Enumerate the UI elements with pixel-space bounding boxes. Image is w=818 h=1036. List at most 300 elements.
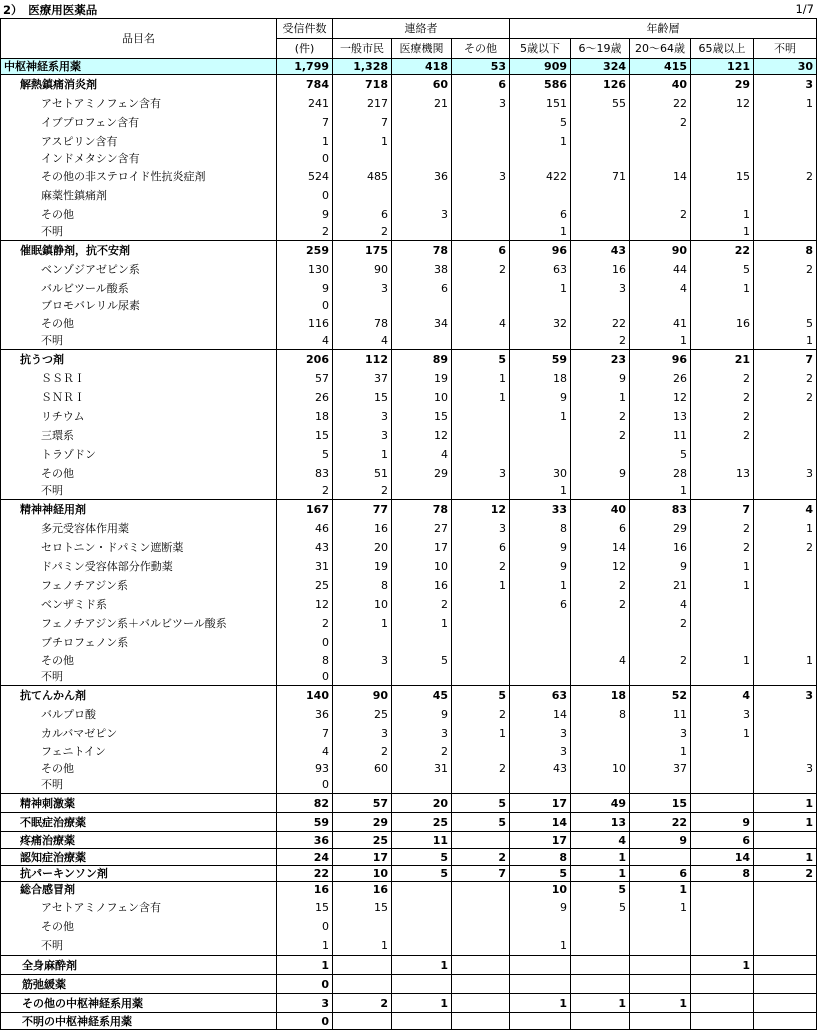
table-row-item (1, 224, 817, 241)
row-value: 0 (277, 917, 333, 936)
row-value: 16 (333, 882, 392, 898)
row-value: 2 (452, 760, 510, 777)
row-value: 9 (571, 464, 630, 483)
row-value: 22 (630, 94, 691, 113)
row-name: 多元受容体作用薬 (1, 519, 277, 538)
row-value: 89 (392, 350, 452, 369)
row-value: 21 (630, 576, 691, 595)
table-row-item (1, 595, 817, 614)
row-value: 5 (452, 686, 510, 705)
row-value (510, 298, 571, 314)
row-value (571, 224, 630, 241)
row-value: 0 (277, 633, 333, 652)
table-row-item (1, 279, 817, 298)
row-value: 63 (510, 260, 571, 279)
row-value: 1 (691, 224, 754, 241)
row-value: 14 (691, 849, 754, 866)
row-value: 15 (333, 388, 392, 407)
row-value (452, 151, 510, 167)
row-value: 4 (754, 500, 817, 519)
row-value (392, 975, 452, 994)
row-value (691, 132, 754, 151)
row-value: 21 (392, 94, 452, 113)
table-row-category (1, 866, 817, 882)
row-value (452, 614, 510, 633)
row-name: 疼痛治療薬 (1, 832, 277, 849)
row-value (510, 975, 571, 994)
row-value (392, 777, 452, 794)
row-value (333, 917, 392, 936)
row-value (510, 652, 571, 669)
row-value: 15 (277, 426, 333, 445)
row-value: 22 (277, 866, 333, 882)
row-value (452, 279, 510, 298)
row-value: 9 (277, 279, 333, 298)
row-value (452, 407, 510, 426)
row-value: 415 (630, 59, 691, 75)
row-value: 7 (333, 113, 392, 132)
row-value (691, 333, 754, 350)
table-row-category (1, 500, 817, 519)
row-value: 1 (392, 614, 452, 633)
row-value: 1 (510, 483, 571, 500)
row-value (630, 224, 691, 241)
row-value: 10 (571, 760, 630, 777)
row-value: 3 (392, 724, 452, 743)
row-value: 1 (571, 994, 630, 1013)
row-value (452, 483, 510, 500)
row-value: 121 (691, 59, 754, 75)
row-value: 15 (392, 407, 452, 426)
row-value: 7 (691, 500, 754, 519)
row-value: 83 (277, 464, 333, 483)
row-value (691, 1013, 754, 1030)
row-value: 96 (510, 241, 571, 260)
row-value: 3 (754, 464, 817, 483)
row-name: セロトニン・ドパミン遮断薬 (1, 538, 277, 557)
row-value: 6 (452, 75, 510, 94)
row-value (333, 1013, 392, 1030)
row-value (333, 186, 392, 205)
row-value: 2 (691, 538, 754, 557)
row-value (691, 917, 754, 936)
row-value: 41 (630, 314, 691, 333)
row-value: 6 (510, 595, 571, 614)
row-value: 4 (277, 743, 333, 760)
row-name: 中枢神経系用薬 (1, 59, 277, 75)
row-value: 18 (510, 369, 571, 388)
table-row-item (1, 113, 817, 132)
row-value: 43 (510, 760, 571, 777)
row-value: 16 (571, 260, 630, 279)
row-value (452, 333, 510, 350)
row-value (754, 483, 817, 500)
row-value: 60 (333, 760, 392, 777)
row-value: 13 (571, 813, 630, 832)
row-value: 43 (571, 241, 630, 260)
row-name: その他の非ステロイド性抗炎症剤 (1, 167, 277, 186)
table-row-category (1, 849, 817, 866)
row-value: 20 (392, 794, 452, 813)
row-value (571, 1013, 630, 1030)
row-value: 2 (277, 224, 333, 241)
row-value: 1 (510, 407, 571, 426)
row-value (452, 956, 510, 975)
col-received: 受信件数 (277, 19, 333, 39)
row-value: 4 (630, 595, 691, 614)
row-value (571, 724, 630, 743)
table-header (1, 19, 817, 59)
row-value: 6 (452, 538, 510, 557)
row-value (571, 483, 630, 500)
row-value: 13 (630, 407, 691, 426)
row-value: 9 (277, 205, 333, 224)
row-value (754, 1013, 817, 1030)
row-value: 25 (277, 576, 333, 595)
row-name: ブロモバレリル尿素 (1, 298, 277, 314)
row-name: インドメタシン含有 (1, 151, 277, 167)
row-value: 1 (571, 849, 630, 866)
row-value: 25 (333, 705, 392, 724)
row-value: 1 (452, 724, 510, 743)
row-value (452, 205, 510, 224)
row-value: 6 (452, 241, 510, 260)
row-value: 1 (452, 576, 510, 595)
row-value: 909 (510, 59, 571, 75)
row-value: 524 (277, 167, 333, 186)
row-value (571, 917, 630, 936)
row-value: 4 (277, 333, 333, 350)
row-name: 認知症治療薬 (1, 849, 277, 866)
row-value: 3 (691, 705, 754, 724)
row-value: 2 (571, 426, 630, 445)
row-value (452, 652, 510, 669)
row-value (452, 777, 510, 794)
row-value (333, 298, 392, 314)
row-value (754, 151, 817, 167)
row-value (510, 445, 571, 464)
table-body (1, 59, 817, 1030)
row-value (452, 224, 510, 241)
row-value: 151 (510, 94, 571, 113)
row-value (333, 956, 392, 975)
row-value: 71 (571, 167, 630, 186)
row-value: 1 (691, 576, 754, 595)
row-name: 三環系 (1, 426, 277, 445)
row-value: 8 (277, 652, 333, 669)
table-row-item (1, 777, 817, 794)
row-value: 5 (571, 898, 630, 917)
row-value: 26 (630, 369, 691, 388)
row-value: 40 (571, 500, 630, 519)
col-age-20-64: 20～64歳 (630, 39, 691, 59)
row-value: 1 (630, 333, 691, 350)
row-value: 37 (630, 760, 691, 777)
row-value (754, 426, 817, 445)
row-value: 2 (754, 369, 817, 388)
row-value (630, 975, 691, 994)
row-value: 28 (630, 464, 691, 483)
row-name: 抗パーキンソン剤 (1, 866, 277, 882)
row-name: ドパミン受容体部分作動薬 (1, 557, 277, 576)
row-value: 33 (510, 500, 571, 519)
table-row-item (1, 705, 817, 724)
row-name: 不明 (1, 777, 277, 794)
row-value: 2 (452, 849, 510, 866)
row-value: 36 (277, 705, 333, 724)
row-value: 5 (392, 849, 452, 866)
row-value: 16 (333, 519, 392, 538)
table-row-item (1, 652, 817, 669)
row-value (452, 936, 510, 956)
row-value (691, 794, 754, 813)
row-name: フェニトイン (1, 743, 277, 760)
row-name: 抗うつ剤 (1, 350, 277, 369)
row-value (630, 956, 691, 975)
row-value (630, 132, 691, 151)
row-value: 1 (691, 956, 754, 975)
row-value: 4 (392, 445, 452, 464)
row-value: 32 (510, 314, 571, 333)
row-value: 1 (333, 614, 392, 633)
row-value: 6 (392, 279, 452, 298)
col-group-contact: 連絡者 (333, 19, 510, 39)
row-value (691, 483, 754, 500)
row-value: 1 (277, 132, 333, 151)
row-value (691, 777, 754, 794)
row-value: 29 (691, 75, 754, 94)
table-row-item (1, 917, 817, 936)
row-value: 8 (571, 705, 630, 724)
row-value: 1 (571, 388, 630, 407)
row-value: 3 (392, 205, 452, 224)
row-value (754, 224, 817, 241)
row-value: 31 (392, 760, 452, 777)
table-row-item (1, 614, 817, 633)
row-value: 5 (277, 445, 333, 464)
row-value: 1 (452, 369, 510, 388)
row-value: 206 (277, 350, 333, 369)
row-value (571, 956, 630, 975)
row-value (452, 595, 510, 614)
row-name: 不眠症治療薬 (1, 813, 277, 832)
row-value: 23 (571, 350, 630, 369)
row-value (754, 975, 817, 994)
row-value: 24 (277, 849, 333, 866)
row-value: 59 (277, 813, 333, 832)
row-value: 0 (277, 975, 333, 994)
row-value (691, 445, 754, 464)
row-name: 解熱鎮痛消炎剤 (1, 75, 277, 94)
row-value (571, 975, 630, 994)
row-value: 15 (277, 898, 333, 917)
row-value (452, 186, 510, 205)
row-value: 1 (691, 557, 754, 576)
row-name: 不明の中枢神経系用薬 (1, 1013, 277, 1030)
row-value: 5 (754, 314, 817, 333)
row-value (452, 898, 510, 917)
row-value: 1,328 (333, 59, 392, 75)
row-value: 36 (392, 167, 452, 186)
row-value: 2 (754, 538, 817, 557)
row-value: 40 (630, 75, 691, 94)
row-value: 3 (510, 724, 571, 743)
table-row-category (1, 975, 817, 994)
row-value: 2 (333, 224, 392, 241)
row-value (754, 614, 817, 633)
row-value: 3 (452, 94, 510, 113)
table-row-category (1, 350, 817, 369)
row-value: 59 (510, 350, 571, 369)
row-value: 90 (333, 260, 392, 279)
table-row-item (1, 186, 817, 205)
table-row-category (1, 241, 817, 260)
row-value: 175 (333, 241, 392, 260)
row-value (333, 975, 392, 994)
row-value (392, 898, 452, 917)
col-product-name: 品目名 (1, 19, 277, 59)
row-value: 586 (510, 75, 571, 94)
row-value (392, 882, 452, 898)
poison-inquiry-table (0, 18, 817, 1030)
row-value: 1 (754, 794, 817, 813)
row-name: 抗てんかん剤 (1, 686, 277, 705)
table-row-item (1, 724, 817, 743)
row-value: 1 (754, 519, 817, 538)
row-value: 2 (571, 407, 630, 426)
row-value: 418 (392, 59, 452, 75)
row-value: 27 (392, 519, 452, 538)
row-value: 5 (452, 350, 510, 369)
table-row-item (1, 132, 817, 151)
row-name: カルバマゼピン (1, 724, 277, 743)
row-value (630, 633, 691, 652)
row-name: 不明 (1, 224, 277, 241)
row-value (754, 705, 817, 724)
row-value: 31 (277, 557, 333, 576)
table-row-item (1, 538, 817, 557)
row-name: ベンゾジアゼピン系 (1, 260, 277, 279)
row-value: 126 (571, 75, 630, 94)
row-value: 1 (333, 132, 392, 151)
row-value: 12 (452, 500, 510, 519)
row-value: 3 (333, 426, 392, 445)
row-value: 1 (510, 132, 571, 151)
row-value: 2 (571, 576, 630, 595)
row-value: 10 (392, 557, 452, 576)
row-value: 5 (510, 113, 571, 132)
row-value: 29 (333, 813, 392, 832)
table-row-category (1, 994, 817, 1013)
table-row-item (1, 94, 817, 113)
row-value: 1 (754, 333, 817, 350)
row-value (691, 936, 754, 956)
row-value: 2 (333, 743, 392, 760)
row-value: 49 (571, 794, 630, 813)
row-value: 1 (452, 388, 510, 407)
row-name: 不明 (1, 669, 277, 686)
row-value (333, 151, 392, 167)
table-row-item (1, 576, 817, 595)
row-value (571, 298, 630, 314)
row-value (691, 975, 754, 994)
row-value (691, 994, 754, 1013)
row-name: アセトアミノフェン含有 (1, 94, 277, 113)
row-value: 9 (510, 898, 571, 917)
row-value: 2 (754, 167, 817, 186)
row-value (510, 669, 571, 686)
row-value: 2 (691, 369, 754, 388)
row-value (691, 595, 754, 614)
row-value: 29 (630, 519, 691, 538)
row-value: 4 (691, 686, 754, 705)
table-row-item (1, 519, 817, 538)
row-value: 11 (392, 832, 452, 849)
row-value: 3 (754, 75, 817, 94)
row-value (452, 994, 510, 1013)
row-value: 3 (452, 519, 510, 538)
row-value: 6 (510, 205, 571, 224)
table-row-category (1, 882, 817, 898)
row-value (571, 633, 630, 652)
row-name: ＳＳＲＩ (1, 369, 277, 388)
row-value (452, 113, 510, 132)
row-name: 催眠鎮静剤，抗不安剤 (1, 241, 277, 260)
row-value: 4 (571, 832, 630, 849)
row-value (630, 186, 691, 205)
row-value (510, 186, 571, 205)
row-value: 2 (452, 260, 510, 279)
table-row-item (1, 445, 817, 464)
row-value: 6 (630, 866, 691, 882)
row-value: 10 (392, 388, 452, 407)
row-value (392, 132, 452, 151)
row-value: 44 (630, 260, 691, 279)
row-value: 22 (571, 314, 630, 333)
row-value (571, 777, 630, 794)
row-value: 3 (571, 279, 630, 298)
row-value: 167 (277, 500, 333, 519)
row-value: 0 (277, 151, 333, 167)
table-row-total (1, 59, 817, 75)
row-value: 60 (392, 75, 452, 94)
row-value: 30 (510, 464, 571, 483)
row-value: 1 (392, 956, 452, 975)
row-value (452, 832, 510, 849)
row-value: 0 (277, 186, 333, 205)
row-value: 1 (510, 576, 571, 595)
row-value: 1 (691, 205, 754, 224)
row-value (691, 898, 754, 917)
row-name: ブチロフェノン系 (1, 633, 277, 652)
row-value (630, 151, 691, 167)
row-value: 12 (392, 426, 452, 445)
row-value: 4 (571, 652, 630, 669)
row-value (691, 760, 754, 777)
row-value (630, 1013, 691, 1030)
row-value (452, 298, 510, 314)
row-value (691, 743, 754, 760)
row-value: 78 (392, 500, 452, 519)
row-value: 22 (630, 813, 691, 832)
row-value: 2 (630, 205, 691, 224)
row-value: 29 (392, 464, 452, 483)
row-value: 5 (510, 866, 571, 882)
table-row-item (1, 898, 817, 917)
row-value: 2 (630, 113, 691, 132)
row-value: 63 (510, 686, 571, 705)
row-value: 2 (452, 557, 510, 576)
